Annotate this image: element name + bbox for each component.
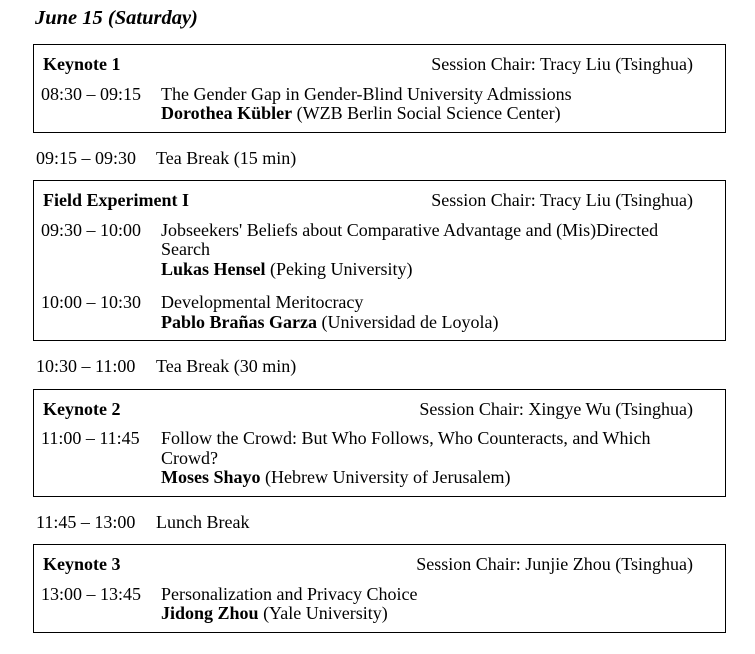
talk-title: Personalization and Privacy Choice <box>161 583 418 604</box>
session-header <box>37 55 701 75</box>
break-row-tea-2 <box>36 357 726 377</box>
session-name: Field Experiment I <box>43 190 189 210</box>
session-chair: Session Chair: Xingye Wu (Tsinghua) <box>419 398 693 419</box>
break-label: Tea Break (30 min) <box>156 356 297 376</box>
talk-info <box>161 585 701 624</box>
session-box-keynote-2 <box>33 389 726 497</box>
session-chair: Session Chair: Tracy Liu (Tsinghua) <box>431 190 693 210</box>
talk-info <box>161 85 701 124</box>
session-box-keynote-1 <box>33 44 726 133</box>
session-chair: Session Chair: Tracy Liu (Tsinghua) <box>431 54 693 74</box>
talk-speaker-line <box>161 260 701 280</box>
session-header <box>37 400 701 420</box>
talk-row <box>41 85 701 124</box>
break-row-lunch <box>36 513 726 533</box>
talk-speaker: Lukas Hensel <box>161 258 266 279</box>
talk-speaker-line <box>161 104 701 124</box>
talk-affiliation: (Universidad de Loyola) <box>321 311 499 332</box>
talk-affiliation: (Hebrew University of Jerusalem) <box>265 467 511 487</box>
talk-title: The Gender Gap in Gender-Blind University Admissions <box>161 83 572 104</box>
break-label: Lunch Break <box>156 511 250 532</box>
talk-time: 10:00 – 10:30 <box>41 292 142 312</box>
date-header: June 15 (Saturday) <box>35 7 198 29</box>
talk-time: 09:30 – 10:00 <box>41 219 142 240</box>
talk-speaker-line <box>161 604 701 624</box>
talk-time: 13:00 – 13:45 <box>41 583 142 604</box>
talk-info <box>161 221 701 280</box>
break-time: 10:30 – 11:00 <box>36 356 136 376</box>
talk-speaker: Moses Shayo <box>161 467 261 487</box>
talk-title: Follow the Crowd: But Who Follows, Who Counteracts, and Which Crowd? <box>161 428 651 468</box>
session-name: Keynote 3 <box>43 554 121 574</box>
session-header <box>37 555 701 575</box>
talk-row <box>41 429 701 488</box>
talk-affiliation: (WZB Berlin Social Science Center) <box>296 103 561 123</box>
talk-title: Jobseekers' Beliefs about Comparative Advantage and (Mis)Directed Search <box>161 219 659 259</box>
session-box-field-experiment-1 <box>33 180 726 341</box>
talk-speaker-line <box>161 313 701 333</box>
talk-info <box>161 293 701 332</box>
break-row-tea-1 <box>36 149 726 169</box>
break-label: Tea Break (15 min) <box>156 147 297 168</box>
talk-speaker: Pablo Brañas Garza <box>161 311 317 332</box>
talk-speaker: Dorothea Kübler <box>161 103 293 123</box>
talk-row <box>41 221 701 280</box>
session-chair: Session Chair: Junjie Zhou (Tsinghua) <box>416 554 693 574</box>
session-name: Keynote 2 <box>43 398 121 419</box>
talk-speaker: Jidong Zhou <box>161 603 259 623</box>
session-box-keynote-3 <box>33 544 726 633</box>
session-name: Keynote 1 <box>43 54 121 74</box>
break-time: 09:15 – 09:30 <box>36 147 137 168</box>
talk-time: 08:30 – 09:15 <box>41 83 142 104</box>
session-header <box>37 191 701 211</box>
talk-speaker-line <box>161 468 701 488</box>
talk-title: Developmental Meritocracy <box>161 292 364 312</box>
talk-row <box>41 293 701 332</box>
talk-time: 11:00 – 11:45 <box>41 428 140 448</box>
talk-row <box>41 585 701 624</box>
break-time: 11:45 – 13:00 <box>36 511 136 532</box>
talk-affiliation: (Yale University) <box>263 603 388 623</box>
talk-affiliation: (Peking University) <box>270 258 413 279</box>
talk-info <box>161 429 701 488</box>
